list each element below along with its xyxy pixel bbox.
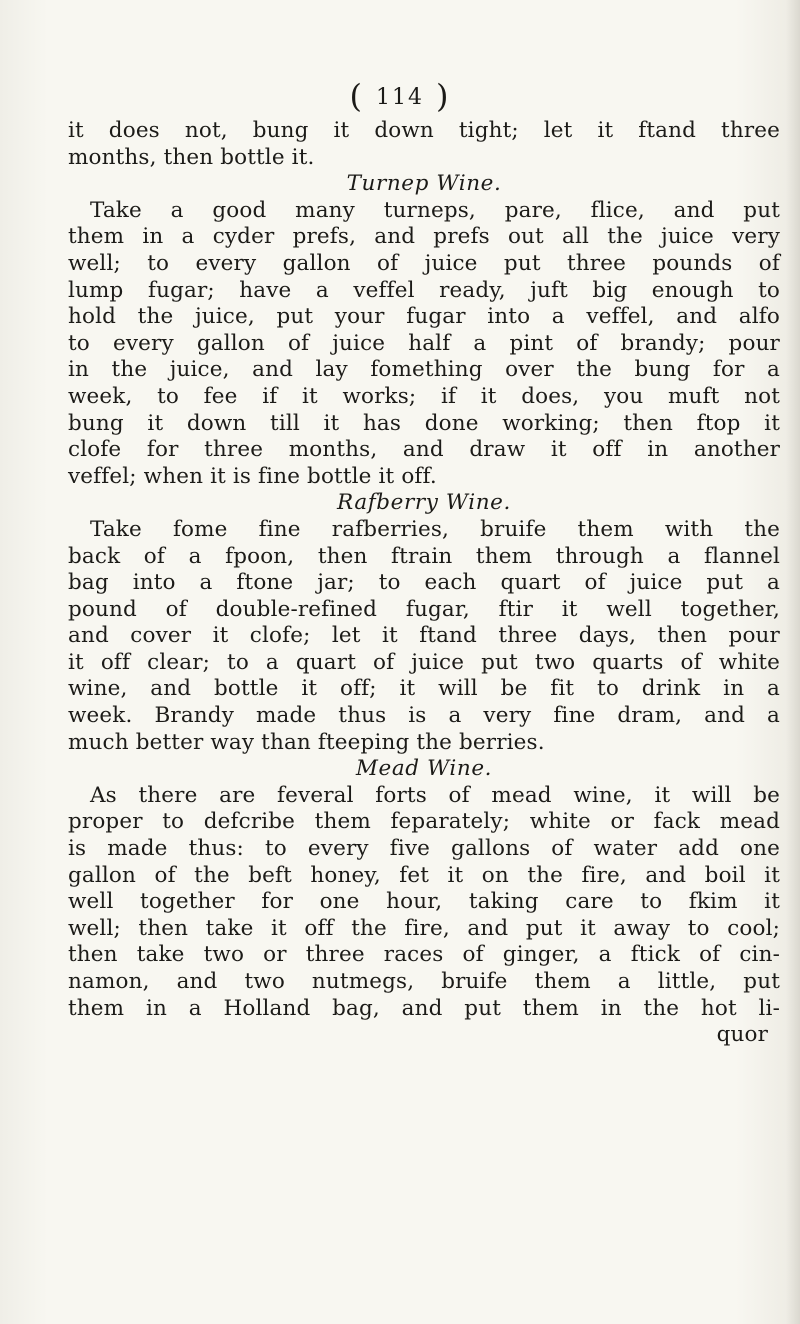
page-number-open-paren: ( <box>349 77 364 115</box>
text-line: veffel; when it is fine bottle it off. <box>68 463 437 489</box>
text-line: pound of double-refined fugar, ftir it well together, <box>68 596 780 622</box>
text-line: much better way than fteeping the berries. <box>68 729 545 755</box>
page-number-close-paren: ) <box>436 77 451 115</box>
page-number <box>0 76 800 118</box>
catchword: quor <box>716 1022 768 1048</box>
text-line: them in a Holland bag, and put them in the hot li- <box>68 995 780 1021</box>
text-line: and cover it clofe; let it ftand three days, then pour <box>68 623 780 649</box>
text-line: namon, and two nutmegs, bruife them a little, put <box>68 969 780 994</box>
text-line: Take fome fine rafberries, bruife them with the <box>90 516 780 542</box>
text-line: bag into a ftone jar; to each quart of juice put a <box>68 570 780 596</box>
text-line: months, then bottle it. <box>68 144 315 170</box>
text-line: it off clear; to a quart of juice put two quarts of white <box>68 649 780 675</box>
section-heading-rafberry-wine: Rafberry Wine. <box>337 490 511 516</box>
text-line: gallon of the beft honey, fet it on the fire, and boil it <box>68 862 780 888</box>
text-line: it does not, bung it down tight; let it ftand three <box>68 118 780 143</box>
text-line: bung it down till it has done working; then ftop it <box>68 410 780 436</box>
page-body-text <box>68 118 780 1049</box>
text-line: hold the juice, put your fugar into a veffel, and alfo <box>68 304 780 330</box>
text-line: is made thus: to every five gallons of water add one <box>68 836 780 862</box>
text-line: well; to every gallon of juice put three pounds of <box>68 250 780 276</box>
text-line: well together for one hour, taking care to fkim it <box>68 889 780 915</box>
page-edge-shadow <box>786 0 800 1324</box>
text-line: in the juice, and lay fomething over the bung for a <box>68 357 780 383</box>
text-line: lump fugar; have a veffel ready, juft big enough to <box>68 277 780 303</box>
text-line: clofe for three months, and draw it off in another <box>68 437 780 463</box>
text-line: As there are feveral forts of mead wine, it will be <box>90 782 780 808</box>
text-line: well; then take it off the fire, and put it away to cool; <box>68 915 780 941</box>
text-line: proper to defcribe them feparately; white or fack mead <box>68 809 780 835</box>
section-heading-mead-wine: Mead Wine. <box>355 756 493 782</box>
text-line: back of a fpoon, then ftrain them through a flannel <box>68 543 780 569</box>
text-line: week, to fee if it works; if it does, you muft not <box>68 383 780 409</box>
text-line: then take two or three races of ginger, a ftick of cin- <box>68 942 780 968</box>
text-line: to every gallon of juice half a pint of brandy; pour <box>68 330 780 356</box>
text-line: Take a good many turneps, pare, flice, and put <box>90 197 780 223</box>
page-number-value: 114 <box>376 85 424 110</box>
text-line: wine, and bottle it off; it will be fit to drink in a <box>68 676 780 702</box>
section-heading-turnep-wine: Turnep Wine. <box>346 171 502 197</box>
text-line: week. Brandy made thus is a very fine dram, and a <box>68 703 780 729</box>
text-line: them in a cyder prefs, and prefs out all the juice very <box>68 224 780 250</box>
